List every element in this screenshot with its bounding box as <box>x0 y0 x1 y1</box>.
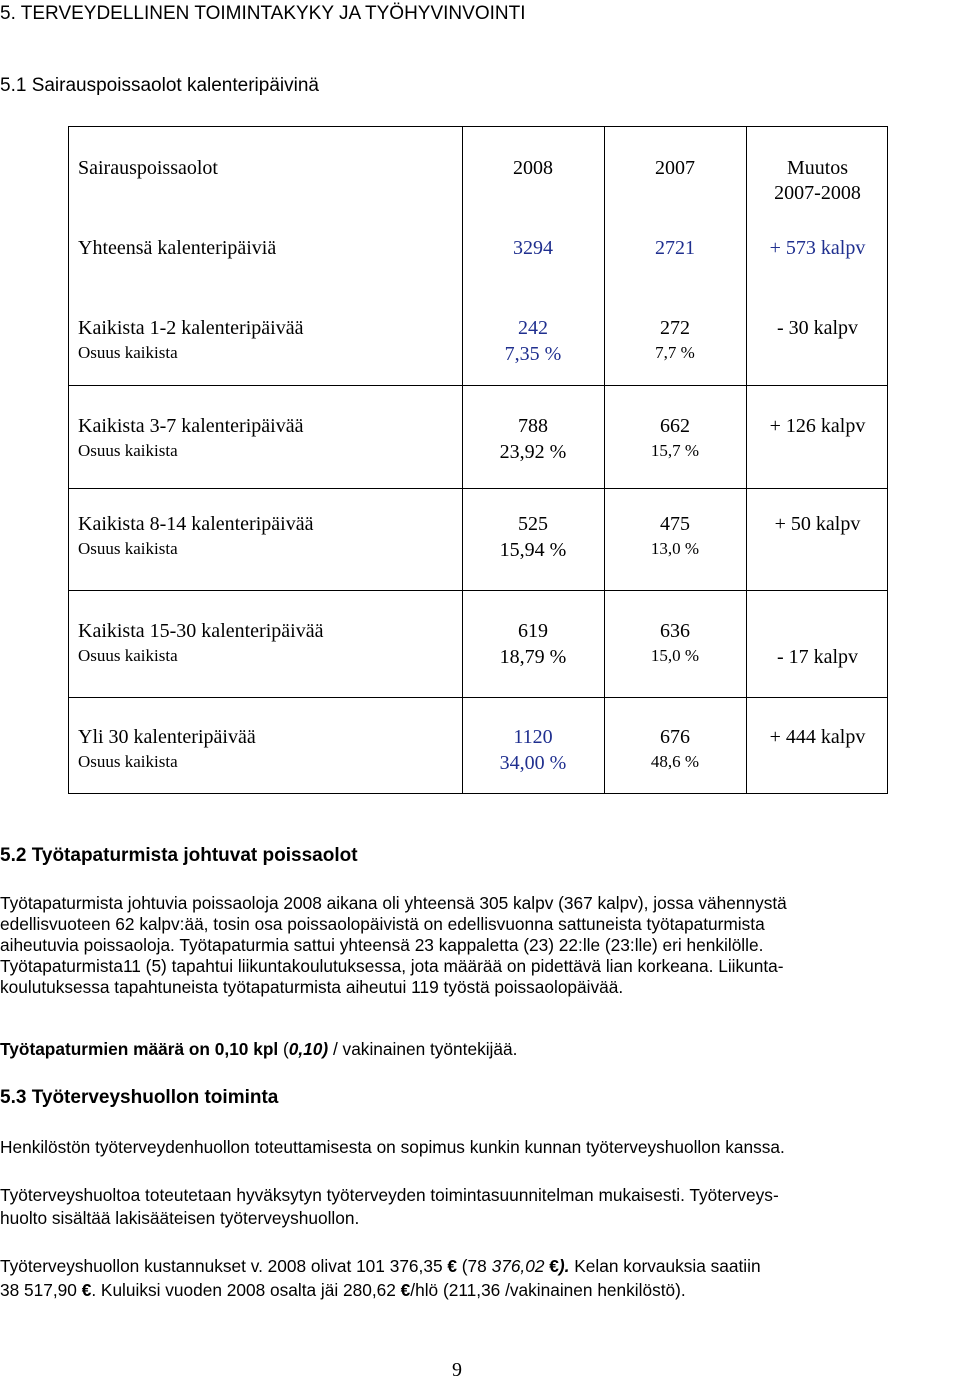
page-number: 9 <box>452 1359 462 1381</box>
costs-line <box>0 1256 761 1277</box>
header-2007: 2007 <box>655 157 695 179</box>
paragraph-line: aiheutuvia poissaoloja. Työtapaturmia sattui yhteensä 23 kappaletta (23) 22:lle (23:lle) eri henkilölle. <box>0 935 764 955</box>
row-2007-share: 13,0 % <box>650 539 700 558</box>
row-sublabel: Osuus kaikista <box>78 539 178 558</box>
rate-suffix: / vakinainen työntekijää. <box>328 1039 518 1059</box>
row-label: Kaikista 15-30 kalenteripäivää <box>78 620 324 642</box>
row-label: Kaikista 1-2 kalenteripäivää <box>78 317 304 339</box>
total-2008: 3294 <box>513 237 553 259</box>
row-2007-count: 475 <box>660 513 690 535</box>
table-divider <box>69 697 887 698</box>
row-2008-share: 23,92 % <box>499 441 567 463</box>
paragraph-line: koulutuksessa tapahtuneista työtapaturmista aiheutui 119 työstä poissaolopäivää. <box>0 977 624 997</box>
total-2007: 2721 <box>655 237 695 259</box>
total-change: + 573 kalpv <box>769 237 866 259</box>
section-heading-5: 5. TERVEYDELLINEN TOIMINTAKYKY JA TYÖHYVINVOINTI <box>0 3 526 24</box>
costs-text: /hlö (211,36 /vakinainen henkilöstö). <box>410 1280 686 1300</box>
euro-sign: € <box>81 1280 92 1300</box>
row-2008-count: 619 <box>518 620 548 642</box>
paragraph-line: edellisvuoteen 62 kalpv:ää, tosin osa poissaolopäivistä on edellisvuonna sattuneista työtapaturmista <box>0 914 765 934</box>
paragraph-line: Henkilöstön työterveydenhuollon toteuttamisesta on sopimus kunkin kunnan työterveyshuollon kanssa. <box>0 1137 785 1157</box>
costs-text: Työterveyshuollon kustannukset v. 2008 olivat 101 376,35 <box>0 1256 448 1276</box>
row-change: + 126 kalpv <box>769 415 866 437</box>
table-divider <box>746 127 747 793</box>
paragraph-line: Työterveyshuoltoa toteutetaan hyväksytyn työterveyden toimintasuunnitelman mukaisesti. Työterveys- <box>0 1185 779 1205</box>
row-2008-share: 34,00 % <box>499 752 567 774</box>
costs-text: (78 <box>457 1256 492 1276</box>
paragraph-line: Työtapaturmista johtuvia poissaoloja 2008 aikana oli yhteensä 305 kalpv (367 kalpv), jossa vähennystä <box>0 893 787 913</box>
row-change: - 30 kalpv <box>776 317 859 339</box>
row-2008-share: 7,35 % <box>504 343 562 365</box>
table-divider <box>69 385 887 386</box>
costs-text: Kelan korvauksia saatiin <box>569 1256 761 1276</box>
rate-paren: ( <box>283 1039 289 1059</box>
euro-sign: € <box>447 1256 457 1276</box>
header-2008: 2008 <box>513 157 553 179</box>
row-2007-share: 15,7 % <box>650 441 700 460</box>
rate-prefix: Työtapaturmien määrä on 0,10 kpl <box>0 1039 283 1059</box>
costs-paren-close: ). <box>558 1256 570 1276</box>
paragraph-line: Työtapaturmista11 (5) tapahtui liikuntakoulutuksessa, jota määrää on pidettävä lian korkeana. Liikunta- <box>0 956 784 976</box>
row-2008-share: 15,94 % <box>499 539 567 561</box>
header-change: Muutos <box>786 157 849 179</box>
costs-text: . Kuluiksi vuoden 2008 osalta jäi 280,62 <box>91 1280 401 1300</box>
euro-sign: € <box>544 1256 559 1276</box>
row-2008-count: 525 <box>518 513 548 535</box>
row-2007-count: 636 <box>660 620 690 642</box>
row-sublabel: Osuus kaikista <box>78 646 178 665</box>
accident-rate-line <box>0 1039 517 1060</box>
row-label: Kaikista 8-14 kalenteripäivää <box>78 513 314 535</box>
section-heading-5-3: 5.3 Työterveyshuollon toiminta <box>0 1087 279 1108</box>
sick-leave-table <box>68 126 888 794</box>
paragraph-line: huolto sisältää lakisääteisen työterveyshuollon. <box>0 1208 360 1228</box>
row-2008-count: 242 <box>518 317 548 339</box>
row-change: + 50 kalpv <box>774 513 861 535</box>
row-2007-share: 7,7 % <box>655 343 695 362</box>
row-label: Kaikista 3-7 kalenteripäivää <box>78 415 304 437</box>
row-sublabel: Osuus kaikista <box>78 752 178 771</box>
costs-line <box>0 1280 686 1301</box>
table-divider <box>69 590 887 591</box>
row-2008-share: 18,79 % <box>499 646 567 668</box>
row-2007-count: 676 <box>660 726 690 748</box>
row-sublabel: Osuus kaikista <box>78 441 178 460</box>
total-label: Yhteensä kalenteripäiviä <box>78 237 277 259</box>
row-change: + 444 kalpv <box>769 726 866 748</box>
costs-prev-value: 376,02 <box>491 1256 545 1276</box>
row-change: - 17 kalpv <box>776 646 859 668</box>
header-change-period: 2007-2008 <box>774 182 861 204</box>
section-heading-5-2: 5.2 Työtapaturmista johtuvat poissaolot <box>0 845 358 866</box>
row-2007-count: 272 <box>660 317 690 339</box>
header-label: Sairauspoissaolot <box>78 157 218 179</box>
rate-value: 0,10) <box>288 1039 329 1059</box>
row-label: Yli 30 kalenteripäivää <box>78 726 256 748</box>
row-2007-share: 48,6 % <box>650 752 700 771</box>
table-divider <box>69 488 887 489</box>
euro-sign: € <box>400 1280 411 1300</box>
row-2008-count: 1120 <box>513 726 553 748</box>
section-heading-5-1: 5.1 Sairauspoissaolot kalenteripäivinä <box>0 75 319 96</box>
row-2007-count: 662 <box>660 415 690 437</box>
costs-text: 38 517,90 <box>0 1280 82 1300</box>
row-2007-share: 15,0 % <box>650 646 700 665</box>
row-sublabel: Osuus kaikista <box>78 343 178 362</box>
row-2008-count: 788 <box>518 415 548 437</box>
